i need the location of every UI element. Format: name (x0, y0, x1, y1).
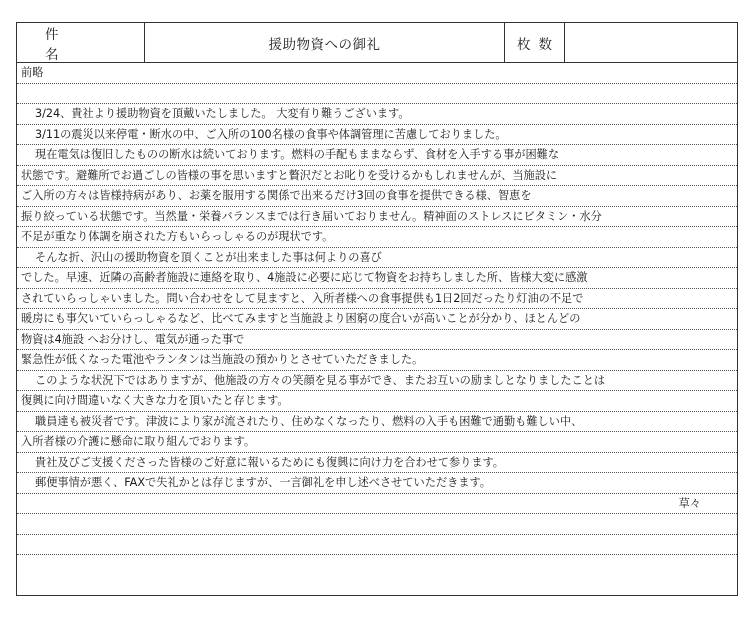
letter-line: 振り絞っている状態です。当然量・栄養バランスまでは行き届いておりません。精神面のストレスにビタミン・水分 (17, 207, 737, 228)
fax-letter-form (16, 22, 738, 596)
letter-line: 郵便事情が悪く、FAXで失礼かとは存じますが、一言御礼を申し述べさせていただきます。 (17, 473, 737, 494)
salutation-line: 前略 (17, 63, 737, 84)
letter-line: 3/24、貴社より援助物資を頂戴いたしました。 大変有り難うございます。 (17, 104, 737, 125)
subject-value: 援助物資への御礼 (145, 23, 505, 62)
pages-value (565, 23, 737, 62)
letter-line: 緊急性が低くなった電池やランタンは当施設の預かりとさせていただきました。 (17, 350, 737, 371)
letter-line: このような状況下ではありますが、他施設の方々の笑顔を見る事ができ、またお互いの励ましとなりましたことは (17, 371, 737, 392)
letter-line: 状態です。避難所でお過ごしの皆様の事を思いますと贅沢だとお叱りを受けるかもしれませんが、当施設に (17, 166, 737, 187)
letter-line: 貴社及びご支援くださった皆様のご好意に報いるためにも復興に向け力を合わせて参ります。 (17, 453, 737, 474)
letter-line: 入所者様の介護に懸命に取り組んでおります。 (17, 432, 737, 453)
subject-label: 件 名 (17, 23, 145, 62)
letter-line (17, 535, 737, 556)
letter-line: 暖房にも事欠いていらっしゃるなど、比べてみますと当施設より困窮の度合いが高いことが分かり、ほとんどの (17, 309, 737, 330)
letter-line: 物資は4施設 へお分けし、電気が通った事で (17, 330, 737, 351)
letter-line: そんな折、沢山の援助物資を頂くことが出来ました事は何よりの喜び (17, 248, 737, 269)
letter-line: されていらっしゃいました。問い合わせをして見ますと、入所者様への食事提供も1日2回だったり灯油の不足で (17, 289, 737, 310)
closing-line: 草々 (17, 494, 737, 515)
letter-body (17, 63, 737, 555)
header-row (17, 23, 737, 63)
letter-line: 不足が重なり体調を崩された方もいらっしゃるのが現状です。 (17, 227, 737, 248)
letter-line (17, 84, 737, 105)
pages-label: 枚数 (505, 23, 565, 62)
letter-line: 3/11の震災以来停電・断水の中、ご入所の100名様の食事や体調管理に苦慮しておりました。 (17, 125, 737, 146)
letter-line: ご入所の方々は皆様持病があり、お薬を服用する関係で出来るだけ3回の食事を提供できる様、智恵を (17, 186, 737, 207)
letter-line: 現在電気は復旧したものの断水は続いております。燃料の手配もままならず、食材を入手する事が困難な (17, 145, 737, 166)
letter-line (17, 514, 737, 535)
letter-line: 職員達も被災者です。津波により家が流されたり、住めなくなったり、燃料の入手も困難で通勤も難しい中、 (17, 412, 737, 433)
letter-line: 復興に向け間違いなく大きな力を頂いたと存じます。 (17, 391, 737, 412)
letter-line: でした。早速、近隣の高齢者施設に連絡を取り、4施設に必要に応じて物資をお持ちしました所、皆様大変に感激 (17, 268, 737, 289)
